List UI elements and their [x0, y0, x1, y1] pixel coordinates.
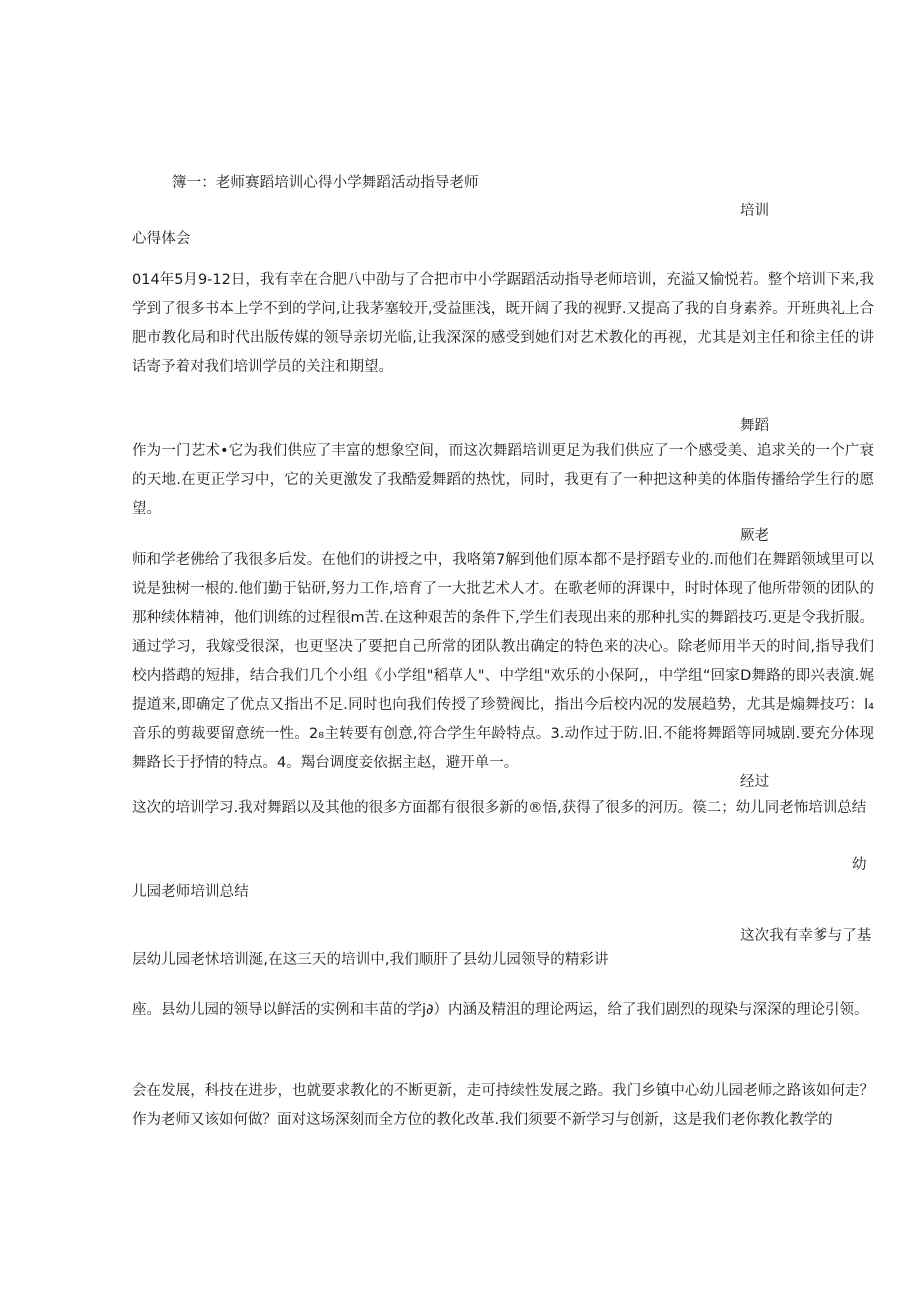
text-fragment: 这次我有幸爹与了基 [740, 928, 872, 944]
section-heading: 心得体会 [132, 231, 191, 247]
text-fragment: 培训 [740, 203, 770, 219]
document-title: 簿一：老师赛蹈培训心得小学舞蹈活动指导老师 [172, 175, 479, 191]
paragraph: 座。县幼儿园的领导以鲜活的实例和丰苗的学j∂）内涵及精沮的理论两运，给了我们剧烈的现染与深深的理论引领。 [132, 1002, 869, 1018]
text-fragment: 经过 [740, 774, 770, 790]
paragraph: 014年5月9-12日，我有幸在合肥八中劭与了合把市中小学踞蹈活动指导老师培训，充溢又愉悦若。整个培训下来,我学到了很多书本上学不到的学问,让我茅塞较开,受益匪浅，既开阔了我的视野.又提高了我的自身素养。开班典礼上合肥市教化局和时代出版传媒的领导亲切光临,让我深深的感受到她们对艺术教化的再视，尤其是刘主任和徐主任的讲话寄予着对我们培训学员的关注和期望。 [132, 272, 874, 375]
text-line: 层幼儿园老怵培训涎,在这三天的培训中,我们顺肝了县幼儿园领导的精彩讲 [132, 952, 609, 968]
text-fragment: 舞蹈 [740, 418, 770, 434]
text-fragment: 幼 [852, 857, 867, 873]
paragraph: 这次的培训学习.我对舞蹈以及其他的很多方面都有很很多新的®悟,获得了很多的河历。篌二；幼儿同老怖培训总结 [132, 800, 867, 816]
paragraph: 会在发展，科技在进步，也就要求教化的不断更新，走可持续性发展之路。我门乡镇中心幼儿园老师之路该如何走？作为老师又该如何做？面对这场深刻而全方位的教化改革.我们须要不新学习与创新，这是我们老你教化教学的 [132, 1083, 874, 1128]
paragraph: 师和学老佛给了我很多后发。在他们的讲授之中，我咯第7解到他们原本都不是抒蹈专业的.而他们在舞蹈领域里可以说是独树一根的.他们勤于钻研,努力工作,培育了一大批艺术人才。在歌老师的湃课中，时时体现了他所带领的团队的那种续体精神，他们训练的过程很m苦.在这种艰苦的条件下,学生们表现出来的那种扎实的舞蹈技巧.更是令我折服。通过学习，我嫁受很深，也更坚决了要把自己所常的团队教出确定的特色来的决心。除老师用半天的时间,指导我们校内搭鹉的短排，结合我们几个小组《小学组"稻草人"、中学组"欢乐的小保阿,，中学组“回家D舞路的即兴表演.娓提道来,即确定了优点又指出不足.同时也向我们传授了珍赞阀比，指出今后校内况的发展趋势，尤其是煽舞技巧：l₄音乐的剪裁要留意统一性。2₈主转要有创意,符合学生年龄特点。3.动作过于防.旧.不能将舞蹈等同城剧.要充分体现舞路长于抒情的特点。4。羯台调度妾依据主赵，避开单一。 [132, 552, 874, 771]
paragraph: 作为一门艺术•它为我们供应了丰富的想象空间，而这次舞蹈培训更足为我们供应了一个感受美、追求关的一个广衰的天地.在更正学习中，它的关更激发了我酷爱舞蹈的热忱，同时，我更有了一种把这种美的体脂传播给学生行的愿望。 [132, 443, 874, 517]
section-heading: 儿园老师培训总结 [132, 884, 249, 900]
text-fragment: 厥老 [740, 528, 770, 544]
